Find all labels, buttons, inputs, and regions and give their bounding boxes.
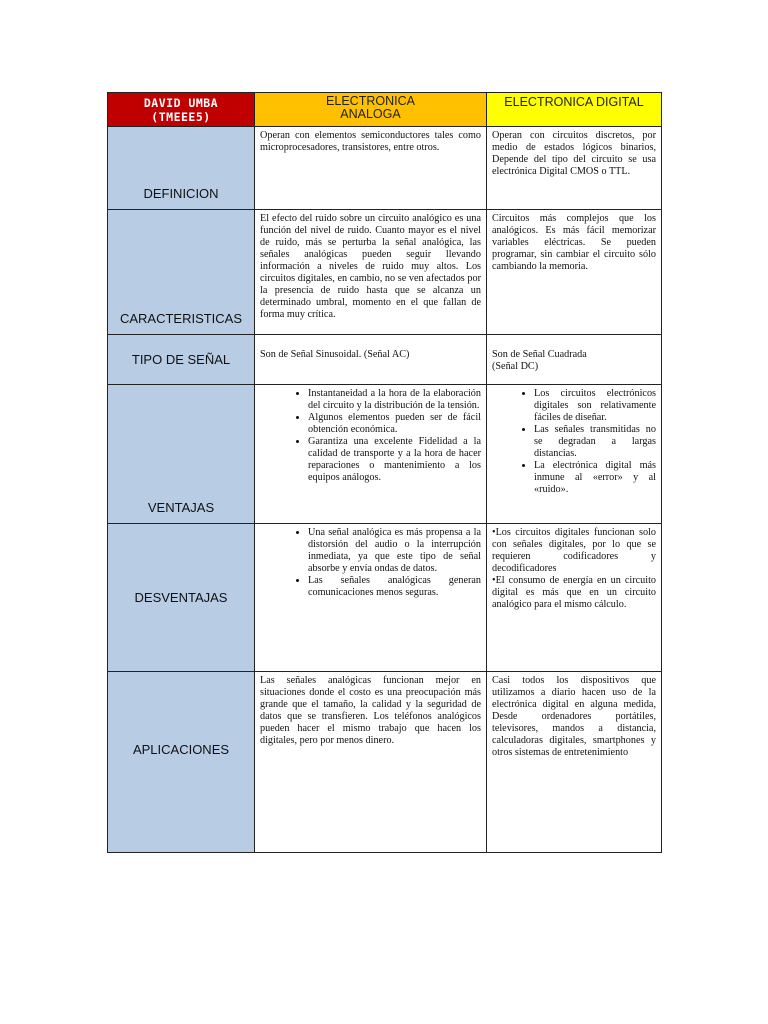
digital-header: ELECTRONICA DIGITAL [504,95,644,109]
tipo-digital-line1: Son de Señal Cuadrada [492,349,587,360]
row-ventajas [108,385,662,524]
row-label-caracteristicas: CARACTERISTICAS [108,210,255,335]
tipo-analog [255,335,487,385]
row-label-ventajas: VENTAJAS [108,385,255,524]
desventajas-digital-text-2: •El consumo de energía en un circuito digital es más que en un circuito analógico para el mismo cálculo. [492,575,656,610]
tipo-analog-text: Son de Señal Sinusoidal. (Señal AC) [260,349,410,360]
ventajas-digital [487,385,662,524]
definicion-digital-text: Operan con circuitos discretos, por medio de estados lógicos binarios, Depende del tipo del circuito se usa electrónica Digital CMOS o TTL. [492,130,656,177]
desventajas-digital-text-1: •Los circuitos digitales funcionan solo con señales digitales, por lo que se requieren codificadores y decodificadores [492,527,656,574]
row-aplicaciones [108,672,662,853]
tipo-digital-line2: (Señal DC) [492,361,539,372]
row-desventajas [108,524,662,672]
analog-header-cell [255,93,487,127]
header-row [108,93,662,127]
caracteristicas-analog-text: El efecto del ruido sobre un circuito analógico es una función del nivel de ruido. Cuanto mayor es el nivel de ruido, más se perturba la señal analógica, las señales analógicas pueden seguir llevando información a niveles de ruido muy altos. Los circuitos digitales, en cambio, no se ven afectados por la presencia de ruido hasta que se alcanza un determinado umbral, momento en el que fallan de forma muy crítica. [260,213,481,320]
ventajas-digital-list [492,388,656,496]
desventajas-digital [487,524,662,672]
row-definicion [108,127,662,210]
aplicaciones-analog [255,672,487,853]
digital-header-cell [487,93,662,127]
list-item: • Garantiza una excelente Fidelidad a la calidad de transporte y a la hora de hacer reparaciones o mantenimiento a los equipos análogos. [308,436,481,484]
definicion-analog [255,127,487,210]
caracteristicas-digital [487,210,662,335]
list-item: • La electrónica digital más inmune al «error» y al «ruido». [534,460,656,496]
row-caracteristicas [108,210,662,335]
caracteristicas-digital-text: Circuitos más complejos que los analógicos. Es más fácil memorizar variables eléctricas. Se pueden programar, sin cambiar el circuito sólo cambiando la memoria. [492,213,656,272]
author-name: DAVID UMBA [143,96,219,110]
list-item: • Las señales analógicas generan comunicaciones menos seguras. [308,575,481,599]
author-code: (TMEEE5) [151,110,211,124]
author-header-cell [108,93,255,127]
list-item: • Las señales transmitidas no se degradan a largas distancias. [534,424,656,460]
tipo-digital [487,335,662,385]
row-label-aplicaciones: APLICACIONES [108,672,255,853]
aplicaciones-digital [487,672,662,853]
row-label-tipo: TIPO DE SEÑAL [108,335,255,385]
desventajas-analog [255,524,487,672]
definicion-digital [487,127,662,210]
list-item: • Una señal analógica es más propensa a la distorsión del audio o la interrupción inmediata, ya que este tipo de señal absorbe y envía ondas de datos. [308,527,481,575]
analog-header-line1: ELECTRONICA [326,94,415,108]
desventajas-analog-list [260,527,481,599]
ventajas-analog [255,385,487,524]
analog-header-line2: ANALOGA [340,107,401,121]
comparison-table [107,92,662,853]
aplicaciones-analog-text: Las señales analógicas funcionan mejor en situaciones donde el costo es una preocupación más grande que el tamaño, la calidad y la seguridad de datos que se transfieren. Los teléfonos analógicos pueden hacer el mismo trabajo que hacen los digitales, pero por menos dinero. [260,675,481,746]
row-label-definicion: DEFINICION [108,127,255,210]
row-tipo [108,335,662,385]
list-item: • Algunos elementos pueden ser de fácil obtención económica. [308,412,481,436]
list-item: • Los circuitos electrónicos digitales son relativamente fáciles de diseñar. [534,388,656,424]
ventajas-analog-list [260,388,481,484]
aplicaciones-digital-text: Casi todos los dispositivos que utilizamos a diario hacen uso de la electrónica digital en alguna medida, Desde ordenadores portátiles, televisores, mandos a distancia, calculadoras digitales, smartphones y otros sistemas de entretenimiento [492,675,656,758]
row-label-desventajas: DESVENTAJAS [108,524,255,672]
definicion-analog-text: Operan con elementos semiconductores tales como microprocesadores, transistores, entre otros. [260,130,481,153]
caracteristicas-analog [255,210,487,335]
list-item: • Instantaneidad a la hora de la elaboración del circuito y la distribución de la tensión. [308,388,481,412]
